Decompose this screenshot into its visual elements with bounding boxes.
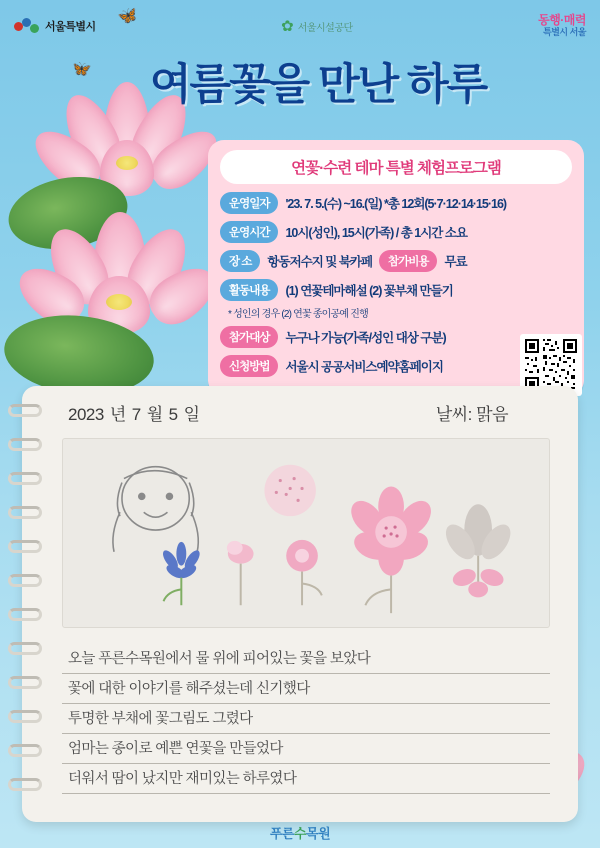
info-value-apply: 서울시 공공서비스예약홈페이지 (285, 360, 443, 374)
pureunsumokwon-logo (0, 823, 600, 842)
diary-date-row (68, 400, 548, 425)
info-label-time: 운영시간 (220, 221, 278, 243)
spiral-binding-icon (8, 404, 42, 804)
diary-line: 엄마는 종이로 예쁜 연꽃을 만들었다 (62, 734, 550, 764)
info-label-activity: 활동내용 (220, 279, 278, 301)
butterfly-icon: 🦋 (116, 6, 140, 27)
seoul-logo-label: 서울특별시 (45, 21, 96, 33)
info-value-date: '23. 7. 5.(수) ~16.(일) *총 12회(5·7·12·14·15·16) (285, 197, 507, 211)
diary-day-unit: 일 (183, 405, 200, 424)
seoul-city-logo (14, 18, 96, 34)
butterfly-icon: 🦋 (69, 58, 93, 81)
diary-month-unit: 월 (146, 405, 163, 424)
info-row-time (220, 221, 572, 243)
info-row-place (220, 250, 572, 272)
info-row-activity (220, 279, 572, 301)
info-value-target: 누구나 가능(가족/성인 대상 구분) (285, 331, 446, 345)
diary-line: 더워서 땀이 났지만 재미있는 하루였다 (62, 764, 550, 794)
diary-text-lines (62, 644, 550, 794)
seoul-slogan-logo (538, 14, 586, 37)
diary-month: 7 (131, 405, 141, 424)
info-row-date (220, 192, 572, 214)
diary-line: 오늘 푸른수목원에서 물 위에 피어있는 꽃을 보았다 (62, 644, 550, 674)
info-label-date: 운영일자 (220, 192, 278, 214)
center-logo-label: 서울시설공단 (297, 22, 353, 34)
diary-line: 투명한 부채에 꽃그림도 그렸다 (62, 704, 550, 734)
diary-year: 2023 (68, 405, 104, 424)
seoul-dots-icon (14, 18, 40, 34)
diary-drawing-area (62, 438, 550, 628)
diary-weather-value: 맑음 (476, 405, 508, 424)
slogan-line-2: 특별시 서울 (543, 26, 586, 37)
info-label-place: 장 소 (220, 250, 260, 272)
program-info-card (208, 140, 584, 396)
leaf-icon: ✿ (281, 18, 294, 35)
info-label-fee: 참가비용 (379, 250, 437, 272)
info-value-fee: 무료 (444, 255, 467, 269)
page-title: 여름꽃을 만난 하루 (150, 61, 487, 109)
diary-year-unit: 년 (109, 405, 126, 424)
diary-day: 5 (168, 405, 178, 424)
info-note: * 성인의 경우 (2) 연꽃 종이공예 진행 (228, 309, 368, 320)
slogan-line-1: 동행·매력 (538, 13, 586, 28)
program-subtitle: 연꽃·수련 테마 특별 체험프로그램 (220, 150, 572, 184)
info-value-place: 항동저수지 및 북카페 (267, 255, 373, 269)
diary-line: 꽃에 대한 이야기를 해주셨는데 신기했다 (62, 674, 550, 704)
info-value-time: 10시(성인), 15시(가족) / 총 1시간 소요 (285, 226, 467, 240)
crayon-drawing (63, 439, 549, 627)
seoul-facilities-logo (281, 17, 353, 35)
info-value-activity: (1) 연꽃테마해설 (2) 꽃부채 만들기 (285, 284, 453, 298)
diary-notebook (22, 386, 578, 822)
diary-weather-label: 날씨: (435, 405, 472, 424)
lotus-illustration-middle (28, 212, 218, 372)
diary-weather (436, 400, 508, 425)
footer-logo-part2: 목원 (306, 826, 331, 841)
info-label-apply: 신청방법 (220, 355, 278, 377)
info-label-target: 참가대상 (220, 326, 278, 348)
footer-logo-part1: 푸른 (269, 826, 294, 841)
footer-logo-leaf: 수 (293, 826, 307, 841)
logo-bar (0, 0, 600, 46)
